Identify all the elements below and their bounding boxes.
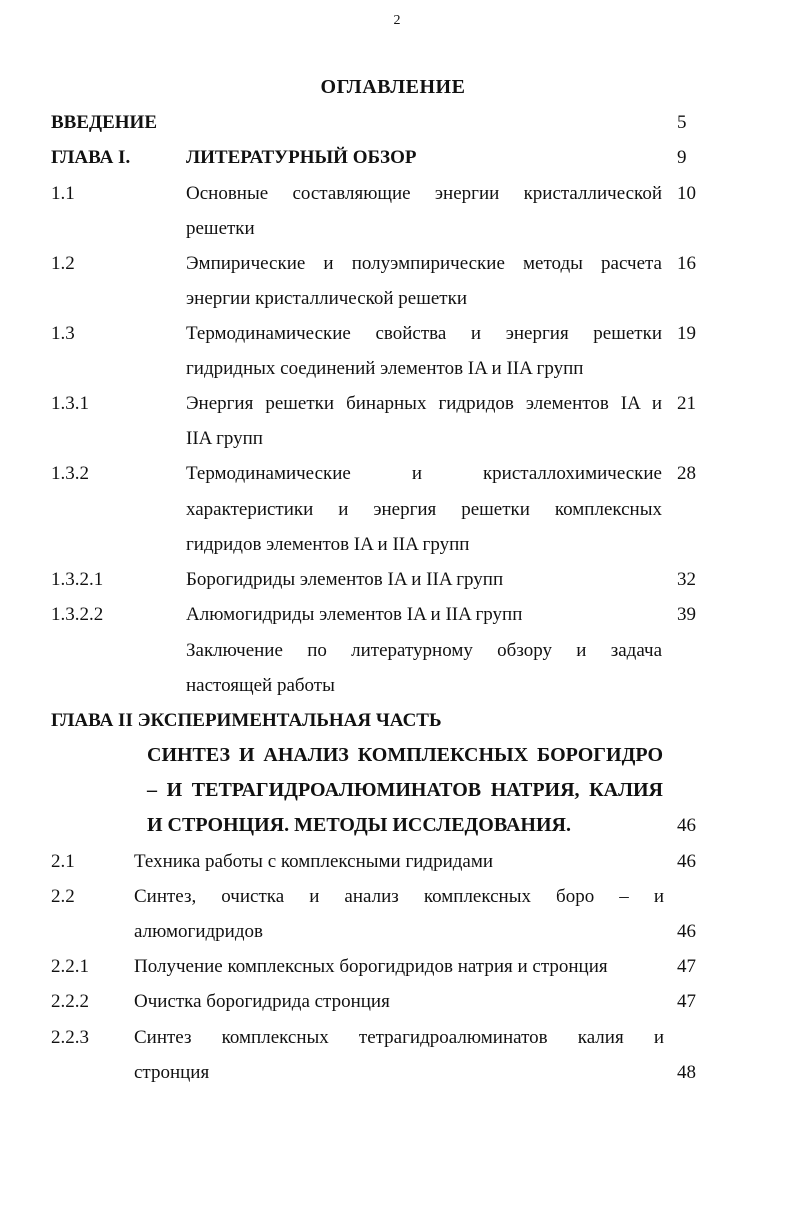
toc-entry-text: Очистка борогидрида стронция [134, 991, 390, 1012]
toc-entry-text: Термодинамические свойства и энергия решетки [186, 323, 662, 344]
toc-entry-text: Эмпирические и полуэмпирические методы расчета [186, 253, 662, 274]
toc-entry-page: 32 [677, 569, 696, 590]
toc-intro-label: ВВЕДЕНИЕ [51, 112, 157, 133]
chapter-1-number: ГЛАВА I. [51, 147, 131, 168]
toc-entry-text: Техника работы с комплексными гидридами [134, 851, 494, 872]
chapter-2-subtitle-line: СИНТЕЗ И АНАЛИЗ КОМПЛЕКСНЫХ БОРОГИДРО [147, 744, 663, 766]
toc-entry-text: алюмогидридов [134, 921, 263, 942]
toc-entry-number: 1.3.2 [51, 463, 89, 484]
toc-entry-number: 1.3 [51, 323, 75, 344]
toc-entry-number: 2.1 [51, 851, 75, 872]
toc-entry-text: энергии кристаллической решетки [186, 288, 468, 309]
toc-entry-number: 2.2.2 [51, 991, 89, 1012]
toc-entry-text: IIA групп [186, 428, 263, 449]
toc-entry-text: характеристики и энергия решетки комплексных [186, 499, 662, 520]
toc-entry-text: Основные составляющие энергии кристаллической [186, 183, 662, 204]
toc-entry-text: стронция [134, 1062, 210, 1083]
toc-entry-page: 47 [677, 991, 696, 1012]
toc-entry-text: решетки [186, 218, 255, 239]
toc-entry-text: Алюмогидриды элементов IA и IIA групп [186, 604, 523, 625]
page-title: ОГЛАВЛЕНИЕ [320, 76, 466, 98]
toc-entry-number: 1.3.1 [51, 393, 89, 414]
chapter-2-page: 46 [677, 815, 696, 836]
chapter-2-heading: ГЛАВА II ЭКСПЕРИМЕНТАЛЬНАЯ ЧАСТЬ [51, 710, 442, 731]
chapter-2-subtitle-line: – И ТЕТРАГИДРОАЛЮМИНАТОВ НАТРИЯ, КАЛИЯ [147, 779, 663, 801]
toc-entry-page: 39 [677, 604, 696, 625]
toc-entry-text: Синтез, очистка и анализ комплексных боро – и [134, 886, 664, 907]
toc-entry-page: 16 [677, 253, 696, 274]
toc-entry-number: 1.1 [51, 183, 75, 204]
toc-entry-text: Заключение по литературному обзору и задача [186, 640, 662, 661]
toc-entry-page: 21 [677, 393, 696, 414]
toc-entry-page: 48 [677, 1062, 696, 1083]
toc-entry-text: Термодинамические и кристаллохимические [186, 463, 662, 484]
toc-entry-number: 1.3.2.1 [51, 569, 104, 590]
toc-entry-text: Синтез комплексных тетрагидроалюминатов калия и [134, 1027, 664, 1048]
toc-entry-number: 2.2.1 [51, 956, 89, 977]
toc-entry-page: 10 [677, 183, 696, 204]
toc-entry-text: настоящей работы [186, 675, 335, 696]
toc-entry-text: Энергия решетки бинарных гидридов элементов IA и [186, 393, 662, 414]
page-number: 2 [393, 13, 401, 28]
toc-entry-page: 46 [677, 851, 696, 872]
toc-entry-number: 1.2 [51, 253, 75, 274]
chapter-1-page: 9 [677, 147, 687, 168]
toc-entry-number: 2.2 [51, 886, 75, 907]
toc-entry-page: 28 [677, 463, 696, 484]
toc-entry-number: 2.2.3 [51, 1027, 89, 1048]
toc-entry-number: 1.3.2.2 [51, 604, 104, 625]
toc-entry-text: гидридных соединений элементов IA и IIA групп [186, 358, 584, 379]
chapter-2-subtitle-line: И СТРОНЦИЯ. МЕТОДЫ ИССЛЕДОВАНИЯ. [147, 814, 571, 836]
toc-entry-text: Борогидриды элементов IA и IIA групп [186, 569, 504, 590]
toc-intro-page: 5 [677, 112, 687, 133]
chapter-1-title: ЛИТЕРАТУРНЫЙ ОБЗОР [186, 147, 417, 168]
toc-entry-page: 46 [677, 921, 696, 942]
toc-entry-text: гидридов элементов IA и IIA групп [186, 534, 470, 555]
toc-entry-page: 19 [677, 323, 696, 344]
toc-entry-text: Получение комплексных борогидридов натрия и стронция [134, 956, 608, 977]
toc-entry-page: 47 [677, 956, 696, 977]
